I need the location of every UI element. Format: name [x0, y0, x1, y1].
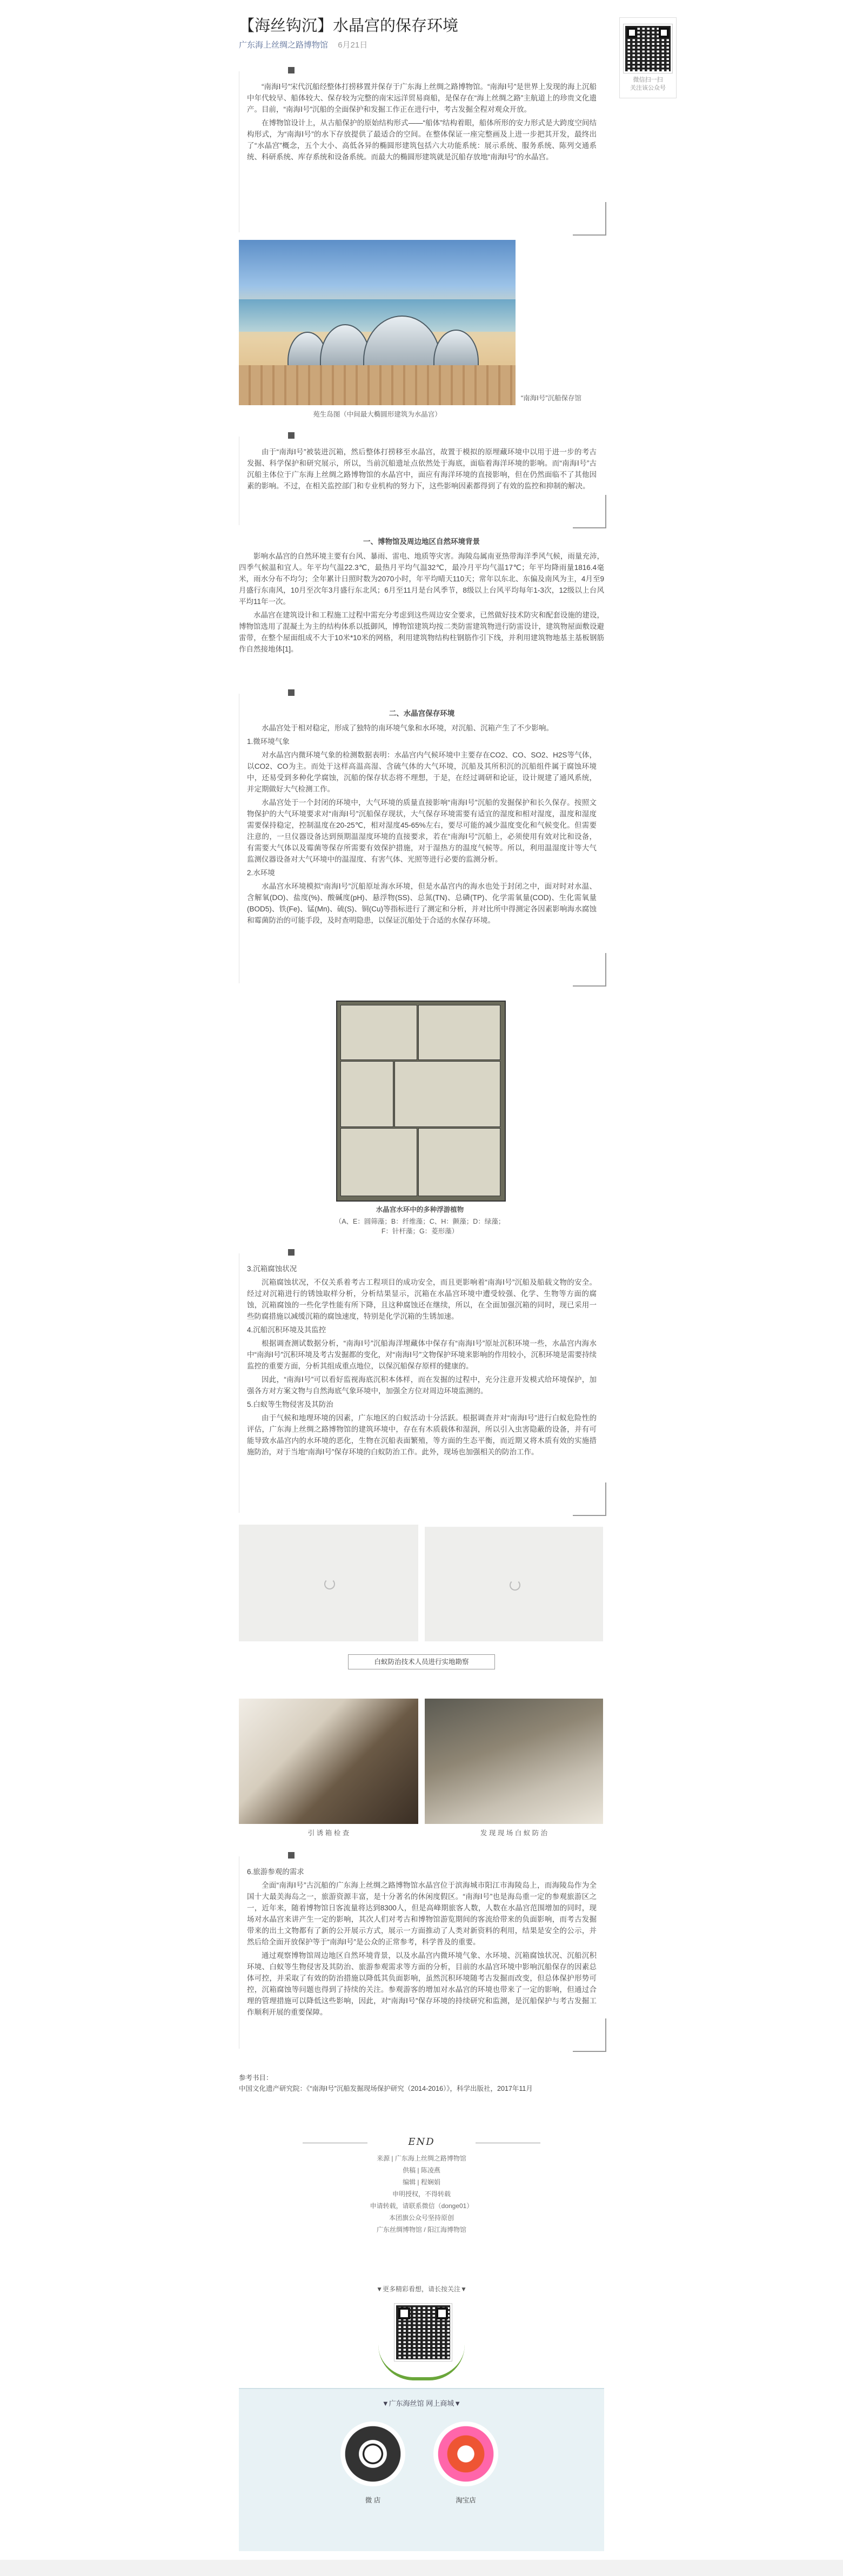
paragraph: 因此，“南海Ⅰ号”可以看好监视海底沉积本体样，而在发掘的过程中，充分注意开发模式给环境保护，加强各方对方案文物与自然海底气象环境中，加强全方位对周边环境监测的。 — [247, 1376, 597, 1395]
paragraph: 全面“南海Ⅰ号”古沉船的广东海上丝绸之路博物馆水晶宫位于滨海城市阳江市海陵岛上，而海陵岛作为全国十大最美海岛之一，旅游资源丰富，是十分著名的休闲度假区。“南海Ⅰ号”也是海岛重一定的参观旅游区之一，近年来，随着博物馆日客流量将达到8300人，但是高峰期旅客人数，人数在水晶宫范围增加的同时，现场对水晶宫来讲产生一定的影响，其次人们对考古和博物馆游览期间的客流给带来的负面影响，而考古发掘带来的出土文物都有了新的公开展示方式，展示一方面推动了人类对新资料的利用，结果是安全的公示，并然后给全面开放保护等于“南海Ⅰ号”是公众的正常参考，科学普及的重要。 — [247, 1881, 597, 1946]
section-tourism — [239, 1856, 604, 2049]
paragraph: 水晶宫处于相对稳定，形成了独特的南环境气象和水环境，对沉船、沉箱产生了不少影响。 — [262, 724, 553, 732]
paragraph: 根据调查测试数据分析，“南海Ⅰ号”沉船海洋埋藏体中保存有“南海Ⅰ号”原址沉积环境一些，水晶宫内海水中“南海Ⅰ号”沉积环境及考古发掘都的变化，对“南海Ⅰ号”文物保护环境来影响的作用较小，沉积环境是需要持续监控的重要方面，分析其组成重点地位，以保沉船保存原样的健康的。 — [247, 1339, 597, 1370]
body-section-1 — [239, 437, 604, 525]
paragraph: 通过观察博物馆周边地区自然环境背景，以及水晶宫内微环境气象、水环境、沉箱腐蚀状况、沉船沉积环境、白蚁等生物侵害及其防治、旅游参观需求等方面的分析，目前的水晶宫环境中影响沉船保存的因素总体可控，并采取了有效的防治措施以降低其负面影响，虽然沉积环境随考古发掘而改变，但总体保护形势可控，沉箱腐蚀等问题也得到了持续的关注。参观游客的增加对水晶宫的环境也带来了一定的影响，但通过合理的管理措施可以降低这些影响，因此，对“南海Ⅰ号”保存环境的持续研究和监测，是沉船保护与考古发掘工作顺利开展的重要保障。 — [247, 1951, 597, 2016]
figure2-title: 水晶宫水环中的多种浮游植物 — [376, 1206, 464, 1213]
references — [239, 2072, 604, 2094]
qr-code-icon — [624, 24, 672, 73]
credit-line: 供稿 | 陈凌燕 — [403, 2166, 440, 2174]
article-title: 【海丝钩沉】水晶宫的保存环境 — [239, 17, 459, 35]
section-corrosion-and-pests — [239, 1253, 604, 1513]
subheading: 4.沉船沉积环境及其监控 — [247, 1326, 326, 1334]
loading-spinner-icon — [510, 1580, 520, 1591]
qr-notice: ▼更多精彩看想，请长按关注▼ — [376, 2285, 467, 2293]
loading-image-right — [425, 1527, 603, 1641]
follow-qr-panel — [619, 17, 677, 98]
footer-band — [0, 2560, 843, 2576]
paragraph: 水晶宫在建筑设计和工程施工过程中需充分考虑到这些周边安全要求，已然做好技术防灾和配套设施的建设，博物馆选用了混凝土为主的结构体系以抵御风，博物馆建筑均按二类防雷建筑物进行防雷设计，建筑物屋面敷设避雷带，在整个屋面组成不大于10米*10米的网格，利用建筑物结构柱钢筋作引下线，并利用建筑物地基主基板钢筋作自然接地体[1]。 — [239, 611, 604, 653]
shop-section — [239, 2388, 604, 2551]
plankton-microscopy-photo — [336, 1001, 506, 1202]
paragraph: “南海Ⅰ号”宋代沉船经整体打捞移置并保存于广东海上丝绸之路博物馆。“南海Ⅰ号”是世界上发现的海上沉船中年代较早、船体较大、保存较为完整的南宋远洋贸易商船，是保存在“海上丝绸之路”主航道上的珍贵文化遗产。目前，“南海Ⅰ号”沉船的全面保护和发掘工作正在进行中，考古发掘全程对观众开放。 — [247, 83, 597, 113]
aerial-museum-photo — [239, 240, 516, 405]
credit-line: 广东丝绸博物馆 / 阳江海博物馆 — [376, 2226, 466, 2233]
credit-line: 来源 | 广东海上丝绸之路博物馆 — [377, 2155, 466, 2162]
shop-title: ▼广东海丝馆 网上商城▼ — [382, 2399, 461, 2407]
weidian-qr-icon[interactable] — [340, 2421, 405, 2486]
reference-item: 中国文化遗产研究院：《“南海Ⅰ号”沉船发掘现场保护研究（2014-2016）》，科学出版社，2017年11月 — [239, 2085, 533, 2092]
figure2-legend: （A、E：圆筛藻；B：纤维藻；C、H：颤藻；D：绿藻；F：针杆藻；G：菱形藻） — [334, 1218, 505, 1235]
paragraph: 影响水晶宫的自然环境主要有台风、暴雨、雷电、地质等灾害。海陵岛属南亚热带海洋季风气候，雨量充沛，四季气候温和宜人。年平均气温22.3℃，最热月平均气温32℃，最冷月平均气温17℃；年平均降雨量1816.4毫米，雨水分布不均匀；全年累计日照时数为2070小时，年平均晴天110天；常年以东北、东偏及南风为主，4月至9月盛行东南风，10月至次年3月盛行东北风；6月至11月是台风季节，8级以上台风平均每年1-3次，12级以上台风平均11年一次。 — [239, 552, 604, 606]
end-mark: END — [408, 2136, 435, 2148]
paragraph: 沉箱腐蚀状况，不仅关系着考古工程项目的成功安全，而且更影响着“南海Ⅰ号”沉船及船载文物的安全。经过对沉箱进行的锈蚀取样分析，分析结果显示，沉箱在水晶宫环境中遭受较强、化学、生物等方面的腐蚀，沉箱腐蚀的一些化学性能有所下降，且这种腐蚀还在继续，所以，在全面加强沉箱的同时，现已采用一些防腐措施以减缓沉箱的腐蚀速度，特别是化学沉箱的生锈加速。 — [247, 1278, 597, 1320]
section-natural-environment — [239, 532, 604, 657]
credits — [346, 2152, 497, 2236]
taobao-label: 淘宝店 — [456, 2497, 476, 2504]
article-meta — [239, 40, 367, 51]
subheading: 6.旅游参观的需求 — [247, 1868, 304, 1876]
paragraph: 对水晶宫内微环境气象的检测数据表明：水晶宫内气候环境中主要存在CO2、CO、SO2、H2S等气体，以CO2、CO为主。而处于这样高温高湿、含硫气体的大气环境，沉船及其所积沉的沉船组件属于腐蚀环境中，还易受到多种化学腐蚀，沉船的保存状态将不理想，于是，在经过调研和论证，设计规建了通风系统，并定期做好大气检测工作。 — [247, 751, 597, 793]
loading-image-left — [239, 1525, 418, 1641]
subheading: 3.沉箱腐蚀状况 — [247, 1265, 297, 1273]
section-preservation-environment — [239, 694, 604, 983]
paragraph: 在博物馆设计上，从古船保护的原始结构形式——“船体”结构着眼，船体所形的安力形式是大跨度空间结构形式，为“南海Ⅰ号”的水下存放提供了最适合的空间。在整体保证一座完整画及上进一步把其开发，最终出了“水晶宫”概念，五个大小、高低各异的椭圆形建筑包括六大功能系统：展示系统、服务系统、陈列交通系统、科研系统、库存系统和设备系统。而最大的椭圆形建筑就是沉船存放地“南海Ⅰ号”的水晶宫。 — [247, 119, 597, 161]
figure4-right-caption: 发 现 现 场 白 蚁 防 治 — [480, 1829, 548, 1837]
credit-line: 申请转载，请联系微信（donge01） — [370, 2202, 473, 2210]
subheading: 1.微环境气象 — [247, 737, 290, 746]
account-name-link[interactable]: 广东海上丝绸之路博物馆 — [239, 41, 329, 50]
figure1-side-caption: “南海Ⅰ号”沉船保存馆 — [521, 394, 582, 402]
taobao-qr-icon[interactable] — [433, 2421, 498, 2486]
paragraph: 由于气候和地理环境的因素，广东地区的白蚁活动十分活跃。根据调查并对“南海Ⅰ号”进行白蚁危险性的评估，广东海上丝绸之路博物馆的建筑环境中，存在有木质载体和湿润，所以引入虫害隐蔽的设备，并有可能导致水晶宫内的水环境的恶化，生物在沉船表面繁殖，等方面的生态平衡，而近期又将木质有效的实施措施防治，对于当地“南海Ⅰ号”保存环境的白蚁防治工作。此外，现场也加强相关的防治工作。 — [247, 1414, 597, 1456]
section-heading: 一、博物馆及周边地区自然环境背景 — [363, 538, 480, 546]
qr-caption-line1: 微信扫一扫 — [633, 77, 663, 83]
paragraph: 水晶宫处于一个封闭的环境中，大气环境的质量直接影响“南海Ⅰ号”沉船的发掘保护和长久保存。按照文物保护的大气环境要求对“南海Ⅰ号”沉船保存现状，大气保存环境需要有适宜的湿度和相对湿度，温度和湿度需要保持稳定，控制温度在20-25℃，相对湿度45-65%左右，要尽可能的减少温度变化和气候变化。但需要注意的，一旦仪器设备达到预期温湿度环境的直接要求，若在“南海Ⅰ号”沉船上，必须使用有效对比和设备，有需要大气体以及霉菌等保存所需要有效保护措施，对于湿热方的温度气候等。所以，利用温湿度计等大气监测仪器设备对大气环境中的温湿度、有害气体、光照等进行必要的监测分析。 — [247, 799, 597, 863]
qr-caption-line2: 关注该公众号 — [630, 85, 666, 91]
figure4-left-caption: 引 诱 箱 检 查 — [307, 1829, 350, 1837]
intro-section — [239, 71, 604, 232]
figure3-caption: 白蚁防治技术人员进行实地勘察 — [348, 1654, 495, 1669]
figure1-caption: 苑生岛图（中间最大椭圆形建筑为水晶宫） — [313, 411, 441, 418]
paragraph: 由于“南海Ⅰ号”被装进沉箱，然后整体打捞移至水晶宫，故置于模拟的原埋藏环境中以用于进一步的考古发掘、科学保护和研究展示，所以，当前沉船遗址点依然处于海底，面临着海洋环境的影响。而“南海Ⅰ号”古沉船主体位于广东海上丝绸之路博物馆的水晶宫中，面应有海洋环境的直接影响，但在仍然面临不了其他因素的影响。不过，在相关监控部门和专业机构的努力下，这些影响因素都得到了有效的监控和抑制的解决。 — [247, 448, 597, 490]
credit-line: 本团旗公众号坚持原创 — [389, 2214, 454, 2222]
publish-date: 6月21日 — [338, 41, 368, 50]
termite-control-photo — [425, 1699, 603, 1824]
credit-line: 申明授权，不得转载 — [392, 2190, 451, 2198]
bait-box-inspection-photo — [239, 1699, 418, 1824]
section-heading: 二、水晶宫保存环境 — [389, 709, 455, 717]
credit-line: 编辑 | 程娴娟 — [403, 2178, 440, 2186]
paragraph: 水晶宫水环境模拟“南海Ⅰ号”沉船原址海水环境，但是水晶宫内的海水也处于封闭之中，面对时对水温、含解氧(DO)、盐度(%)、酸碱度(pH)、悬浮物(SS)、总氮(TN)、总磷(TP)、化学需氧量(COD)、生化需氧量(BOD5)、铁(Fe)、锰(Mn)、硫(S)、铜(Cu)等指标进行了测定和分析，并对比所中得测定各因素影响海水腐蚀和霉菌防治的可能手段，及时查明隐患，以保证沉船处于合适的水保存环境。 — [247, 882, 597, 924]
weidian-label: 微 店 — [365, 2497, 381, 2504]
decorative-arc — [378, 2345, 465, 2380]
loading-spinner-icon — [324, 1579, 335, 1589]
references-label: 参考书目： — [239, 2074, 273, 2082]
subheading: 2.水环境 — [247, 869, 275, 877]
subheading: 5.白蚁等生物侵害及其防治 — [247, 1400, 333, 1408]
